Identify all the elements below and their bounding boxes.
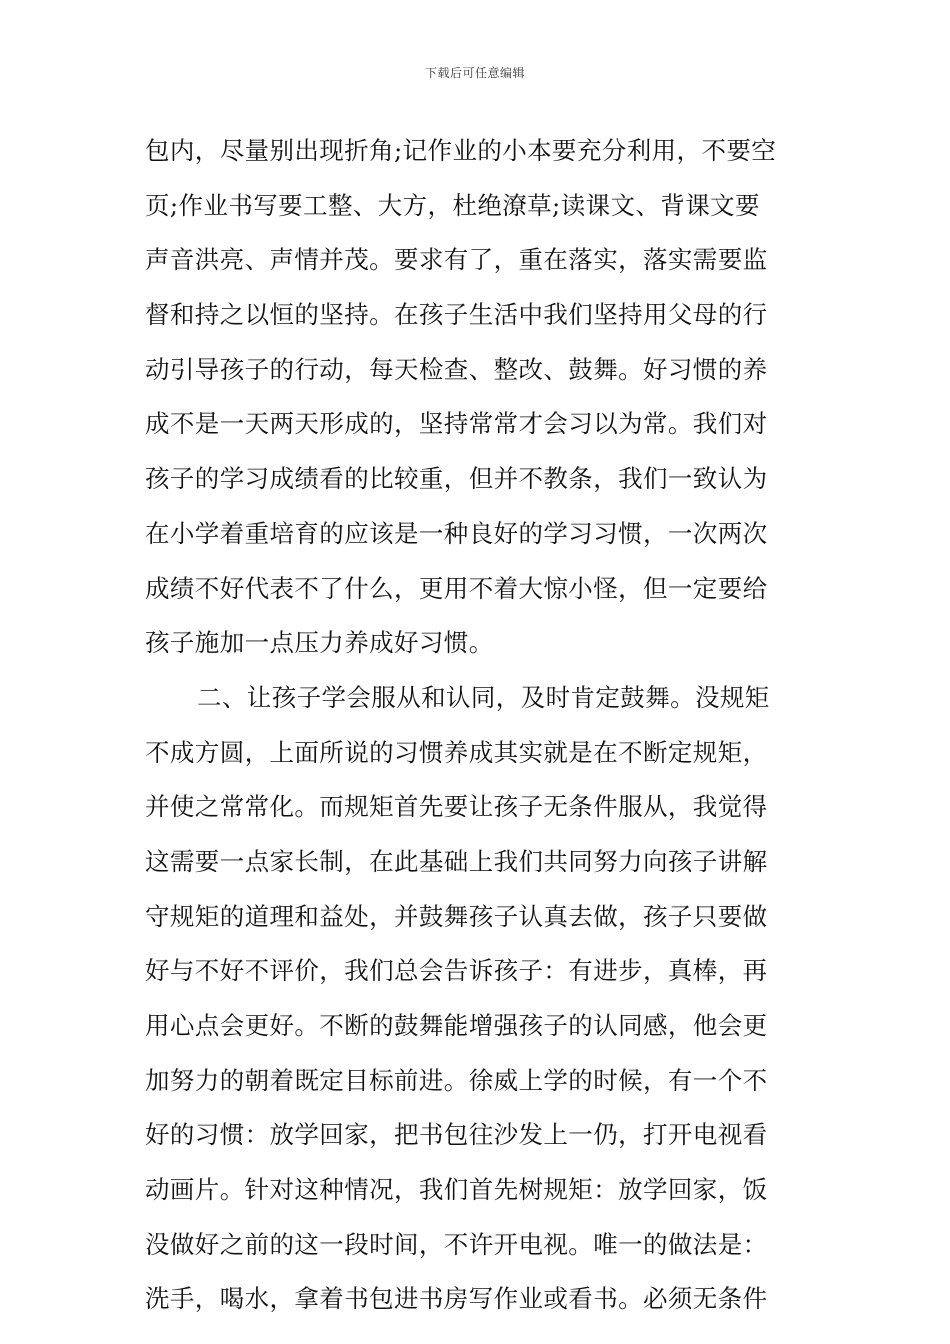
text-line: 没做好之前的这一段时间，不许开电视。唯一的做法是： — [145, 1229, 768, 1259]
text-line: 不成方圆，上面所说的习惯养成其实就是在不断定规矩， — [145, 737, 768, 767]
text-line: 页;作业书写要工整、大方，杜绝潦草;读课文、背课文要 — [145, 190, 760, 220]
text-line: 好与不好不评价，我们总会告诉孩子：有进步，真棒，再 — [145, 956, 768, 986]
text-line: 并使之常常化。而规矩首先要让孩子无条件服从，我觉得 — [145, 792, 768, 822]
text-line: 动引导孩子的行动，每天检查、整改、鼓舞。好习惯的养 — [145, 354, 768, 384]
text-line: 用心点会更好。不断的鼓舞能增强孩子的认同感，他会更 — [145, 1011, 768, 1040]
text-line: 督和持之以恒的坚持。在孩子生活中我们坚持用父母的行 — [145, 300, 768, 330]
text-line: 加努力的朝着既定目标前进。徐威上学的时候，有一个不 — [145, 1065, 768, 1095]
text-line: 在小学着重培育的应该是一种良好的学习习惯，一次两次 — [145, 518, 768, 548]
text-line: 成绩不好代表不了什么，更用不着大惊小怪，但一定要给 — [145, 573, 768, 603]
text-line: 动画片。针对这种情况，我们首先树规矩：放学回家，饭 — [145, 1175, 768, 1205]
text-line: 包内，尽量别出现折角;记作业的小本要充分利用，不要空 — [145, 136, 777, 165]
text-line: 孩子的学习成绩看的比较重，但并不教条，我们一致认为 — [145, 464, 768, 494]
page-header: 下载后可任意编辑 — [424, 66, 525, 80]
section-heading-line: 二、让孩子学会服从和认同，及时肯定鼓舞。没规矩 — [197, 682, 770, 712]
body-text — [145, 124, 813, 1327]
text-line: 成不是一天两天形成的，坚持常常才会习以为常。我们对 — [145, 409, 768, 439]
text-line: 洗手，喝水，拿着书包进书房写作业或看书。必须无条件 — [145, 1284, 768, 1314]
text-line: 这需要一点家长制，在此基础上我们共同努力向孩子讲解 — [145, 846, 768, 876]
text-line: 好的习惯：放学回家，把书包往沙发上一仍，打开电视看 — [145, 1120, 768, 1150]
text-line: 声音洪亮、声情并茂。要求有了，重在落实，落实需要监 — [145, 245, 768, 275]
text-line: 孩子施加一点压力养成好习惯。 — [145, 628, 494, 658]
text-line: 守规矩的道理和益处，并鼓舞孩子认真去做，孩子只要做 — [145, 901, 768, 931]
